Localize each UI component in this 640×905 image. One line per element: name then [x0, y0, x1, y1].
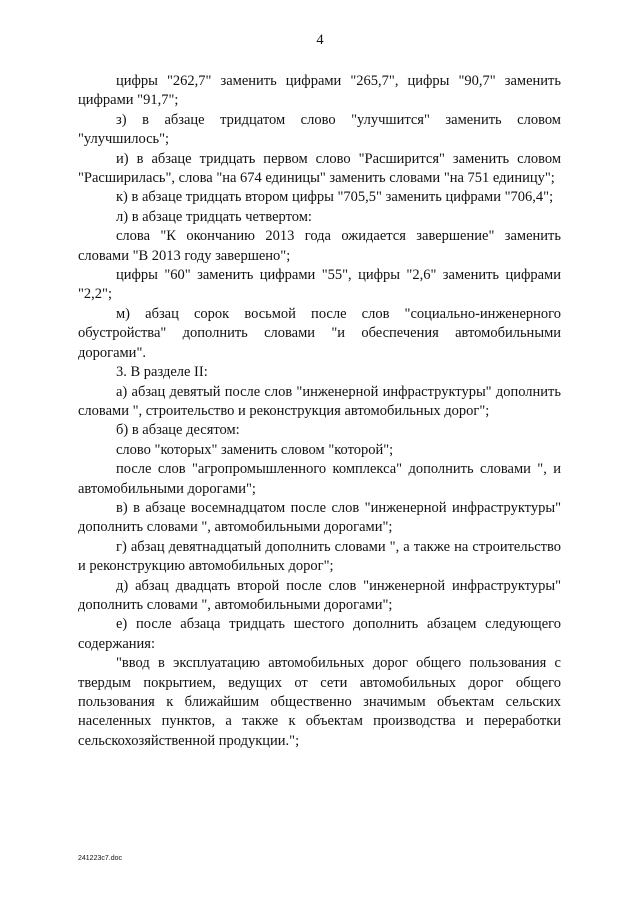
paragraph: з) в абзаце тридцатом слово "улучшится" заменить словом "улучшилось"; — [78, 111, 561, 148]
paragraph: д) абзац двадцать второй после слов "инженерной инфраструктуры" дополнить словами ", автомобильными дорогами"; — [78, 577, 561, 613]
paragraph: цифры "262,7" заменить цифрами "265,7", цифры "90,7" заменить цифрами "91,7"; — [78, 73, 561, 109]
paragraph: цифры "60" заменить цифрами "55", цифры "2,6" заменить цифрами "2,2"; — [78, 267, 561, 303]
paragraph: л) в абзаце тридцать четвертом: — [116, 208, 312, 225]
paragraph: и) в абзаце тридцать первом слово "Расширится" заменить словом "Расширилась", слова "на 674 единицы" заменить словами "на 751 единицу"; — [78, 150, 561, 187]
paragraph: а) абзац девятый после слов "инженерной инфраструктуры" дополнить словами ", строительство и реконструкция автомобильных дорог"; — [78, 383, 561, 419]
paragraph: к) в абзаце тридцать втором цифры "705,5" заменить цифрами "706,4"; — [116, 189, 554, 206]
document-body — [78, 72, 561, 751]
paragraph: слова "К окончанию 2013 года ожидается завершение" заменить словами "В 2013 году завершено"; — [78, 228, 561, 264]
paragraph: г) абзац девятнадцатый дополнить словами ", а также на строительство и реконструкцию автомобильных дорог"; — [78, 538, 561, 575]
quoted-paragraph: "ввод в эксплуатацию автомобильных дорог общего пользования с твердым покрытием, ведущих от сети автомобильных дорог общего пользования к ближайшим общественно значимым объектам сельских населенных пунктов, а также к объектам производства и переработки сельскохозяйственной продукции."; — [78, 655, 561, 749]
file-name-footer: 241223c7.doc — [78, 855, 122, 862]
paragraph: слово "которых" заменить словом "которой"; — [116, 441, 394, 458]
paragraph: после слов "агропромышленного комплекса" дополнить словами ", и автомобильными дорогами"; — [78, 461, 561, 497]
paragraph: е) после абзаца тридцать шестого дополнить абзацем следующего содержания: — [78, 616, 561, 652]
page-number: 4 — [316, 32, 324, 48]
paragraph: в) в абзаце восемнадцатом после слов "инженерной инфраструктуры" дополнить словами ", автомобильными дорогами"; — [78, 499, 561, 536]
paragraph: б) в абзаце десятом: — [116, 422, 240, 439]
section-heading: 3. В разделе II: — [116, 364, 208, 381]
paragraph: м) абзац сорок восьмой после слов "социально-инженерного обустройства" дополнить словами "и обеспечения автомобильными дорогами". — [78, 305, 561, 361]
